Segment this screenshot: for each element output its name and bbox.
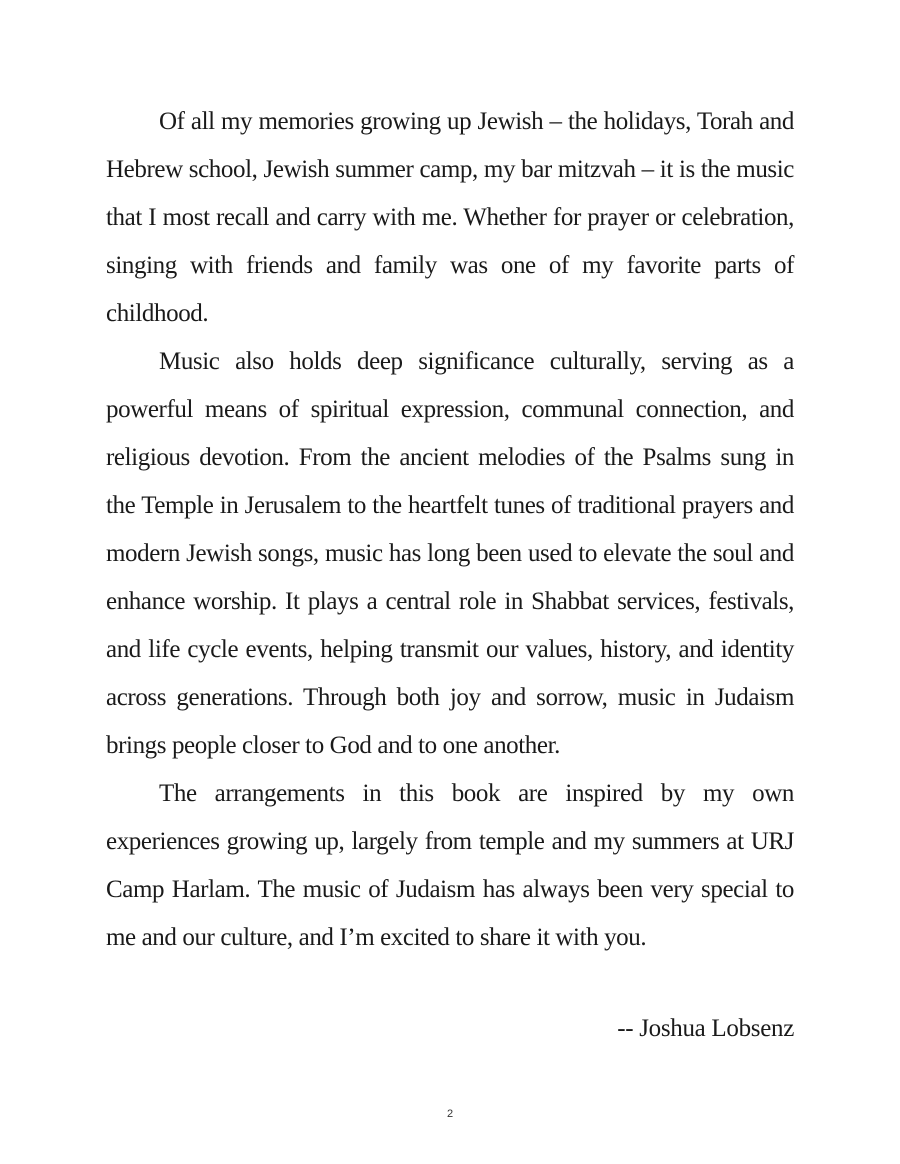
paragraph-significance: Music also holds deep significance culturally, serving as a powerful means of spiritual expression, communal connection, and religious devotion. From the ancient melodies of the Psalms sung in the Temple in Jerusalem to the heartfelt tunes of traditional prayers and modern Jewish songs, music has long been used to elevate the soul and enhance worship. It plays a central role in Shabbat services, festivals, and life cycle events, helping transmit our values, history, and identity across generations. Through both joy and sorrow, music in Judaism brings people closer to God and to one another. xyxy=(106,348,794,759)
paragraph-memories: Of all my memories growing up Jewish – the holidays, Torah and Hebrew school, Jewish summer camp, my bar mitzvah – it is the music that I most recall and carry with me. Whether for prayer or celebration, singing with friends and family was one of my favorite parts of childhood. xyxy=(106,108,794,327)
paragraph-arrangements: The arrangements in this book are inspired by my own experiences growing up, largely from temple and my summers at URJ Camp Harlam. The music of Judaism has always been very special to me and our culture, and I’m excited to share it with you. xyxy=(106,780,794,951)
body-text xyxy=(106,98,794,962)
page-number: 2 xyxy=(446,1108,454,1120)
author-signature: -- Joshua Lobsenz xyxy=(617,1015,794,1042)
